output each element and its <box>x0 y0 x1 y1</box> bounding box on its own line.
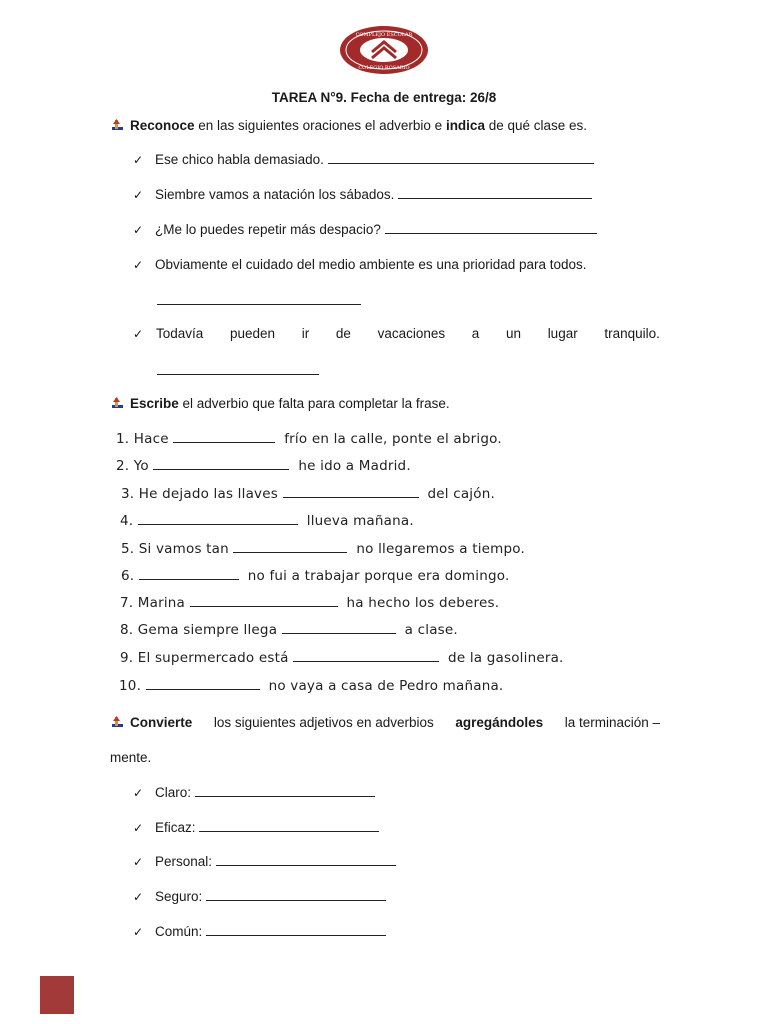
check-icon: ✓ <box>133 786 144 800</box>
answer-blank[interactable] <box>206 923 386 936</box>
fill-item-2: 2. Yo he ido a Madrid. <box>116 458 411 474</box>
answer-blank[interactable] <box>138 512 298 525</box>
logo-bottom-text: COLEGIO ROSARIO <box>358 65 410 71</box>
adjective-item-2: ✓ Eficaz: <box>133 819 663 837</box>
answer-blank[interactable] <box>398 186 592 199</box>
check-icon: ✓ <box>133 821 144 835</box>
adjective-item-4: ✓ Seguro: <box>133 888 663 906</box>
answer-blank[interactable] <box>190 594 338 607</box>
adjective-item-3: ✓ Personal: <box>133 853 663 871</box>
section-3-instruction-line-2: mente. <box>110 750 152 765</box>
answer-blank[interactable] <box>216 853 396 866</box>
arrow-bullet-icon <box>110 715 124 729</box>
check-icon: ✓ <box>133 925 144 939</box>
logo-top-text: COMPLEJO ESCOLAR <box>355 32 413 38</box>
section-2-instruction: Escribe el adverbio que falta para completar la frase. <box>110 395 660 413</box>
section-1-item-1: ✓ Ese chico habla demasiado. <box>133 151 663 169</box>
fill-item-5: 5. Si vamos tan no llegaremos a tiempo. <box>121 541 525 557</box>
check-icon: ✓ <box>133 258 144 272</box>
answer-blank[interactable] <box>153 457 289 470</box>
answer-blank[interactable] <box>283 485 419 498</box>
answer-blank[interactable] <box>173 430 275 443</box>
answer-blank[interactable] <box>328 151 594 164</box>
fill-item-7: 7. Marina ha hecho los deberes. <box>120 595 500 611</box>
check-icon: ✓ <box>133 188 144 202</box>
section-1-instruction: Reconoce en las siguientes oraciones el adverbio e indica de qué clase es. <box>110 117 660 135</box>
check-icon: ✓ <box>133 855 144 869</box>
answer-blank[interactable] <box>195 784 375 797</box>
answer-blank[interactable] <box>293 649 439 662</box>
check-icon: ✓ <box>133 890 144 904</box>
fill-item-6: 6. no fui a trabajar porque era domingo. <box>121 568 510 584</box>
arrow-bullet-icon <box>110 396 124 410</box>
answer-blank[interactable] <box>282 621 396 634</box>
fill-item-8: 8. Gema siempre llega a clase. <box>120 622 458 638</box>
section-1-item-5: ✓ Todavía pueden ir de vacaciones a un lugar tranquilo. <box>133 326 660 341</box>
section-3-instruction: Convierte los siguientes adjetivos en adverbios agregándoles la terminación – <box>110 714 660 732</box>
page-title: TAREA N°9. Fecha de entrega: 26/8 <box>271 90 497 105</box>
answer-blank[interactable] <box>146 677 260 690</box>
check-icon: ✓ <box>133 223 144 237</box>
footer-decoration-square <box>40 976 74 1014</box>
answer-blank[interactable] <box>385 221 597 234</box>
answer-blank[interactable] <box>157 362 319 375</box>
answer-blank[interactable] <box>206 888 386 901</box>
fill-item-1: 1. Hace frío en la calle, ponte el abrigo. <box>116 431 502 447</box>
answer-blank[interactable] <box>199 819 379 832</box>
check-icon: ✓ <box>133 327 144 341</box>
adjective-item-1: ✓ Claro: <box>133 784 663 802</box>
section-1-item-4: ✓ Obviamente el cuidado del medio ambiente es una prioridad para todos. <box>133 257 587 272</box>
answer-blank[interactable] <box>233 540 347 553</box>
answer-blank[interactable] <box>157 292 361 305</box>
fill-item-3: 3. He dejado las llaves del cajón. <box>121 486 495 502</box>
fill-item-10: 10. no vaya a casa de Pedro mañana. <box>119 678 504 694</box>
adjective-item-5: ✓ Común: <box>133 923 663 941</box>
fill-item-4: 4. llueva mañana. <box>120 513 414 529</box>
answer-blank[interactable] <box>139 567 239 580</box>
school-logo <box>338 24 430 76</box>
arrow-bullet-icon <box>110 118 124 132</box>
fill-item-9: 9. El supermercado está de la gasolinera. <box>120 650 564 666</box>
section-1-item-2: ✓ Siembre vamos a natación los sábados. <box>133 186 663 204</box>
section-1-item-3: ✓ ¿Me lo puedes repetir más despacio? <box>133 221 663 239</box>
check-icon: ✓ <box>133 153 144 167</box>
